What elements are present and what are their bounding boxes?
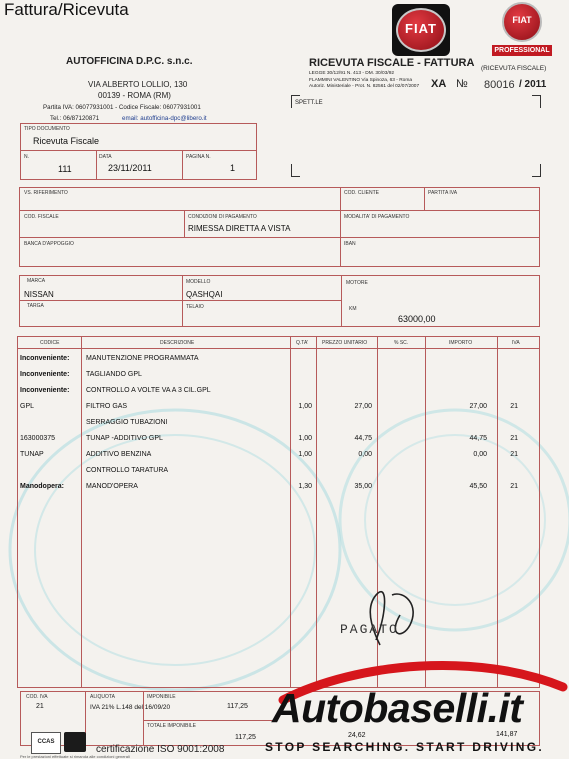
row-quantity: 1,00	[298, 451, 312, 458]
pagina-label: PAGINA N.	[186, 154, 211, 160]
iban-label: IBAN	[344, 241, 356, 247]
company-address: VIA ALBERTO LOLLIO, 130	[88, 80, 188, 89]
marca-value: NISSAN	[24, 290, 54, 299]
receipt-number: 80016	[484, 79, 515, 91]
fiat-logo: FIAT	[392, 4, 450, 56]
row-description: MANUTENZIONE PROGRAMMATA	[86, 355, 199, 362]
legal-line-1: LEGGE 30/12/91 N. 413 - DM. 30/03/92	[309, 71, 395, 76]
spett-label: SPETT.LE	[295, 100, 323, 106]
row-vat: 21	[510, 483, 518, 490]
row-amount: 0,00	[473, 451, 487, 458]
iva-total-value: 24,62	[348, 732, 366, 739]
imponibile-value: 117,25	[227, 703, 248, 710]
vs-riferimento-label: VS. RIFERIMENTO	[24, 190, 68, 196]
cert-badge-icon	[64, 732, 86, 752]
header-iva: IVA	[512, 340, 520, 346]
data-value: 23/11/2011	[108, 163, 152, 173]
totale-imponibile-value: 117,25	[235, 734, 256, 741]
row-unit-price: 35,00	[354, 483, 372, 490]
row-description: CONTROLLO A VOLTE VA A 3 CIL.GPL	[86, 387, 211, 394]
row-amount: 45,50	[469, 483, 487, 490]
row-quantity: 1,00	[298, 435, 312, 442]
receipt-series: XA	[431, 78, 447, 90]
row-description: TUNAP -ADDITIVO GPL	[86, 435, 163, 442]
totale-imponibile-label: TOTALE IMPONIBILE	[147, 723, 196, 729]
row-code: Inconveniente:	[20, 371, 70, 378]
row-amount: 27,00	[469, 403, 487, 410]
document-title: Fattura/Ricevuta	[4, 0, 129, 19]
autobaselli-logo: Autobaselli.it	[272, 685, 523, 731]
professional-badge: PROFESSIONAL	[492, 45, 552, 56]
receipt-subtitle: (RICEVUTA FISCALE)	[481, 65, 547, 72]
row-description: TAGLIANDO GPL	[86, 371, 142, 378]
row-code: 163000375	[20, 435, 56, 442]
telaio-label: TELAIO	[186, 304, 204, 310]
legal-line-3: Autoriz. Ministeriale - Prot. N. 82561 del 02/07/2007	[309, 84, 420, 89]
row-description: ADDITIVO BENZINA	[86, 451, 152, 458]
motore-label: MOTORE	[346, 280, 368, 286]
receipt-title: RICEVUTA FISCALE - FATTURA	[309, 57, 475, 69]
n-label: N.	[24, 154, 29, 160]
autobaselli-slogan: STOP SEARCHING. START DRIVING.	[265, 740, 545, 754]
row-code: Inconveniente:	[20, 355, 70, 362]
aliquota-value: IVA 21% L.148 del 16/09/20	[90, 704, 171, 711]
modello-value: QASHQAI	[186, 290, 223, 299]
row-quantity: 1,30	[298, 483, 312, 490]
row-vat: 21	[510, 451, 518, 458]
partita-iva-label: PARTITA IVA	[428, 190, 458, 196]
legal-fine-print: Per le prestazioni effettuate si rimanda alle condizioni generali	[20, 754, 130, 759]
marca-label: MARCA	[27, 278, 46, 284]
n-value: 111	[58, 164, 72, 174]
paid-stamp: PAGATO	[340, 622, 399, 637]
company-email: email: autofficina-dpc@libero.it	[122, 115, 207, 122]
cod-iva-label: COD. IVA	[26, 694, 48, 700]
header-codice: CODICE	[40, 340, 60, 346]
row-unit-price: 44,75	[354, 435, 372, 442]
header-importo: IMPORTO	[449, 340, 473, 346]
header-descrizione: DESCRIZIONE	[160, 340, 195, 346]
row-unit-price: 27,00	[354, 403, 372, 410]
ccas-logo: CCAS	[31, 732, 61, 754]
row-code: Manodopera:	[20, 483, 64, 490]
row-code: TUNAP	[20, 451, 44, 458]
modello-label: MODELLO	[186, 279, 211, 285]
company-vat: Partita IVA: 06077931001 - Codice Fiscale: 06077931001	[43, 104, 201, 111]
row-description: MANOD'OPERA	[86, 483, 138, 490]
company-tel: Tel.: 06/87120871	[50, 115, 100, 122]
legal-line-2: FLAMMINI VALENTINO Via Spinoza, 63 - Roma	[309, 78, 412, 83]
row-amount: 44,75	[469, 435, 487, 442]
row-description: SERRAGGIO TUBAZIONI	[86, 419, 168, 426]
header-prezzo: PREZZO UNITARIO	[322, 340, 368, 346]
signature-mark	[340, 585, 450, 655]
imponibile-label: IMPONIBILE	[147, 694, 176, 700]
number-sign: №	[456, 78, 468, 90]
pagina-value: 1	[230, 163, 236, 173]
grand-total-value: 141,87	[496, 731, 518, 738]
header-qta: Q.TA'	[296, 340, 309, 346]
aliquota-label: ALIQUOTA	[90, 694, 115, 700]
row-quantity: 1,00	[298, 403, 312, 410]
cod-iva-value: 21	[36, 703, 44, 710]
iso-certification: certificazione ISO 9001:2008	[96, 744, 225, 755]
data-label: DATA	[99, 154, 112, 160]
row-vat: 21	[510, 403, 518, 410]
header-sconto: % SC.	[394, 340, 409, 346]
company-name: AUTOFFICINA D.P.C. s.n.c.	[66, 56, 193, 67]
vehicle-box	[19, 275, 540, 327]
km-value: 63000,00	[398, 314, 436, 324]
row-description: FILTRO GAS	[86, 403, 128, 410]
condizioni-value: RIMESSA DIRETTA A VISTA	[188, 224, 291, 233]
cod-fiscale-label: COD. FISCALE	[24, 214, 59, 220]
company-city: 00139 - ROMA (RM)	[98, 91, 171, 100]
tipo-documento-label: TIPO DOCUMENTO	[24, 126, 70, 132]
fiat-professional-logo: FIAT PROFESSIONAL	[492, 2, 552, 58]
modalita-label: MODALITA' DI PAGAMENTO	[344, 214, 410, 220]
targa-label: TARGA	[27, 303, 44, 309]
receipt-year: / 2011	[519, 79, 547, 90]
tipo-documento-value: Ricevuta Fiscale	[33, 136, 100, 146]
banca-label: BANCA D'APPOGGIO	[24, 241, 74, 247]
row-description: CONTROLLO TARATURA	[86, 467, 169, 474]
cod-cliente-label: COD. CLIENTE	[344, 190, 380, 196]
row-code: Inconveniente:	[20, 387, 70, 394]
row-unit-price: 0,00	[358, 451, 372, 458]
row-vat: 21	[510, 435, 518, 442]
recipient-area	[291, 95, 541, 177]
row-code: GPL	[20, 403, 35, 410]
condizioni-label: CONDIZIONI DI PAGAMENTO	[188, 214, 257, 220]
km-label: KM	[349, 306, 357, 312]
